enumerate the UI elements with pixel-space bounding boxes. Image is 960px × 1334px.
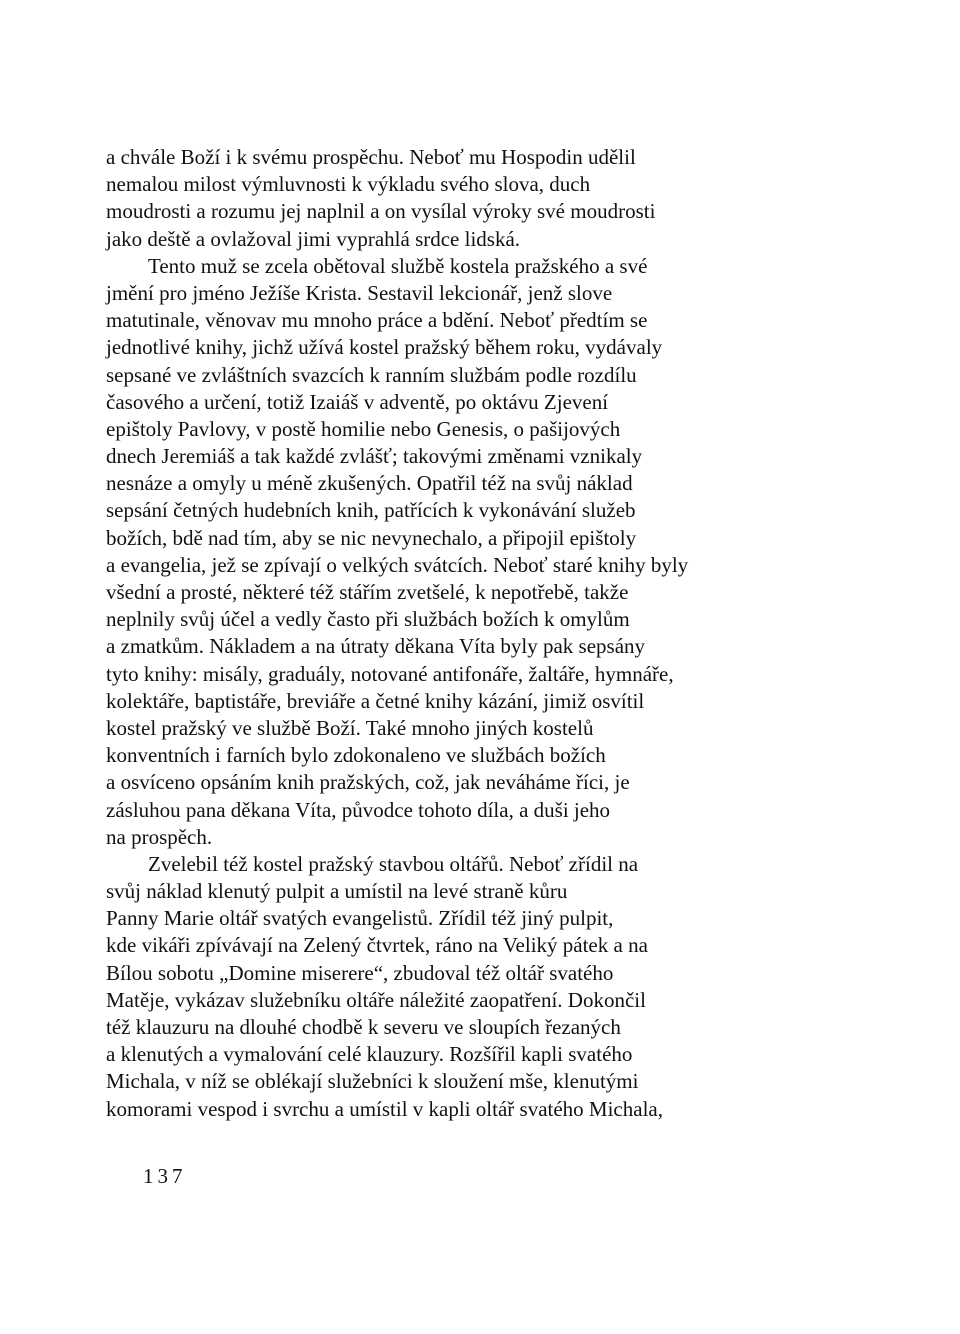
text-line: a chvále Boží i k svému prospěchu. Neboť mu Hospodin udělil — [106, 145, 636, 169]
text-line: Michala, v níž se oblékají služebníci k sloužení mše, klenutými — [106, 1069, 639, 1094]
text-line: konventních i farních bylo zdokonaleno ve službách božích — [106, 743, 606, 768]
text-line: sepsané ve zvláštních svazcích k ranním službám podle rozdílu — [106, 362, 637, 387]
text-line: též klauzuru na dlouhé chodbě k severu ve sloupích řezaných — [106, 1015, 621, 1039]
text-line: jmění pro jméno Ježíše Krista. Sestavil lekcionář, jenž slove — [106, 280, 613, 305]
text-line: svůj náklad klenutý pulpit a umístil na levé straně kůru — [106, 879, 568, 904]
text-line: božích, bdě nad tím, aby se nic nevynechalo, a připojil epištoly — [106, 525, 637, 550]
paragraph-start-line: Tento muž se zcela obětoval službě kostela pražského a své — [148, 253, 648, 278]
text-line: na prospěch. — [106, 824, 213, 849]
text-line: nesnáze a omyly u méně zkušených. Opatřil též na svůj náklad — [106, 471, 633, 496]
text-line: a evangelia, jež se zpívají o velkých svátcích. Neboť staré knihy byly — [106, 552, 689, 577]
text-line: všední a prosté, některé též stářím zvetšelé, k nepotřebě, takže — [106, 580, 629, 604]
text-line: komorami vespod i svrchu a umístil v kapli oltář svatého Michala, — [106, 1096, 663, 1121]
text-line: zásluhou pana děkana Víta, původce tohoto díla, a duši jeho — [106, 797, 611, 822]
text-line: Matěje, vykázav služebníku oltáře náležité zaopatření. Dokončil — [106, 987, 646, 1012]
text-line: matutinale, věnovav mu mnoho práce a bdění. Neboť předtím se — [106, 308, 648, 333]
text-line: dnech Jeremiáš a tak každé zvlášť; takovými změnami vznikaly — [106, 444, 643, 469]
text-line: jako deště a ovlažoval jimi vyprahlá srdce lidská. — [106, 226, 521, 251]
text-line: kolektáře, baptistáře, breviáře a četné knihy kázání, jimiž osvítil — [106, 688, 645, 713]
text-line: Bílou sobotu „Domine miserere“, zbudoval též oltář svatého — [106, 960, 614, 985]
text-line: a klenutých a vymalování celé klauzury. Rozšířil kapli svatého — [106, 1042, 633, 1067]
text-line: nemalou milost výmluvnosti k výkladu svého slova, duch — [106, 172, 591, 197]
text-line: moudrosti a rozumu jej naplnil a on vysílal výroky své moudrosti — [106, 199, 656, 224]
text-line: neplnily svůj účel a vedly často při službách božích k omylům — [106, 607, 630, 632]
text-line: a zmatkům. Nákladem a na útraty děkana Víta byly pak sepsány — [106, 634, 646, 659]
text-line: sepsání četných hudebních knih, patřících k vykonávání služeb — [106, 498, 636, 523]
text-line: a osvíceno opsáním knih pražských, což, jak neváháme říci, je — [106, 770, 630, 795]
text-line: kostel pražský ve službě Boží. Také mnoho jiných kostelů — [106, 715, 594, 740]
text-line: epištoly Pavlovy, v postě homilie nebo Genesis, o pašijových — [106, 416, 621, 441]
text-line: kde vikáři zpívávají na Zelený čtvrtek, ráno na Veliký pátek a na — [106, 933, 648, 958]
text-line: Panny Marie oltář svatých evangelistů. Zřídil též jiný pulpit, — [106, 906, 614, 931]
paragraph-start-line: Zvelebil též kostel pražský stavbou oltářů. Neboť zřídil na — [148, 851, 639, 876]
page-number: 137 — [143, 1164, 187, 1188]
body-text — [106, 144, 826, 1123]
text-line: časového a určení, totiž Izaiáš v adventě, po oktávu Zjevení — [106, 389, 609, 414]
text-line: tyto knihy: misály, graduály, notované antifonáře, žaltáře, hymnáře, — [106, 661, 674, 686]
text-line: jednotlivé knihy, jichž užívá kostel pražský během roku, vydávaly — [106, 335, 663, 360]
